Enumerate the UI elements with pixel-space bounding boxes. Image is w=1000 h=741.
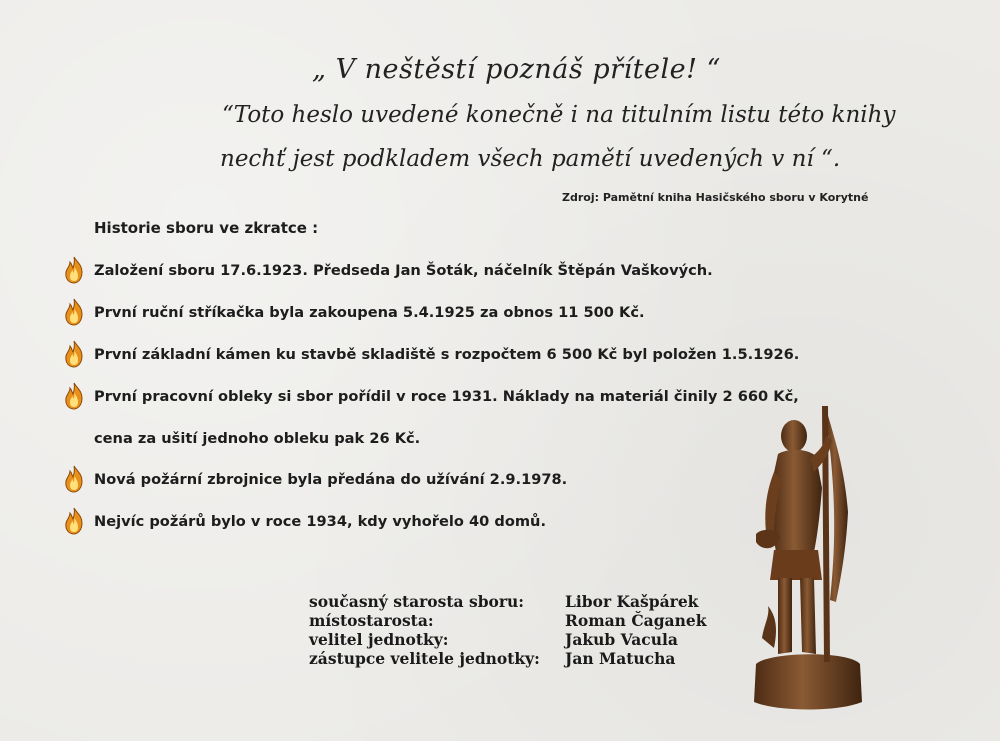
history-fact [62,256,713,284]
history-heading: Historie sboru ve zkratce : [94,219,319,237]
history-fact [62,507,546,535]
officer-role: zástupce velitele jednotky: [309,649,540,668]
officer-name: Jan Matucha [565,649,676,668]
officer-name: Roman Čaganek [565,611,707,630]
officer-name: Libor Kašpárek [565,592,699,611]
history-fact-text: První základní kámen ku stavbě skladiště s rozpočtem 6 500 Kč byl položen 1.5.1926. [94,345,800,363]
history-fact [62,465,567,493]
officer-role: současný starosta sboru: [309,592,525,611]
history-fact-text: Založení sboru 17.6.1923. Předseda Jan Šoták, náčelník Štěpán Vaškových. [94,261,713,279]
flame-icon [62,340,86,368]
history-fact [62,298,645,326]
source-citation: Zdroj: Pamětní kniha Hasičského sboru v Korytné [562,191,869,204]
officer-row [309,592,706,611]
st-florian-statue [748,402,866,712]
officer-role: velitel jednotky: [309,630,449,649]
officer-role: místostarosta: [309,611,434,630]
flame-icon [62,507,86,535]
flame-icon [62,256,86,284]
flame-icon [62,382,86,410]
history-fact-text: První pracovní obleky si sbor pořídil v roce 1931. Náklady na materiál činily 2 660 Kč, [94,387,799,405]
officer-row [309,630,706,649]
history-fact [62,382,799,410]
history-fact-text: Nejvíc požárů bylo v roce 1934, kdy vyhořelo 40 domů. [94,512,546,530]
history-fact [62,340,799,368]
quote-line-2: nechť jest podkladem všech pamětí uvedených v ní “. [220,146,841,172]
officer-row [309,649,706,668]
flame-icon [62,465,86,493]
history-fact-text: První ruční stříkačka byla zakoupena 5.4.1925 za obnos 11 500 Kč. [94,303,645,321]
officer-row [309,611,706,630]
flame-icon [62,298,86,326]
history-fact-text: cena za ušití jednoho obleku pak 26 Kč. [94,429,421,447]
motto-heading: „ V neštěstí poznáš přítele! “ [312,54,721,85]
history-fact-text: Nová požární zbrojnice byla předána do užívání 2.9.1978. [94,470,568,488]
officer-name: Jakub Vacula [565,630,678,649]
history-fact-continued [94,424,420,452]
officers-list [309,592,706,668]
quote-line-1: “Toto heslo uvedené konečně i na titulním listu této knihy [222,102,896,128]
